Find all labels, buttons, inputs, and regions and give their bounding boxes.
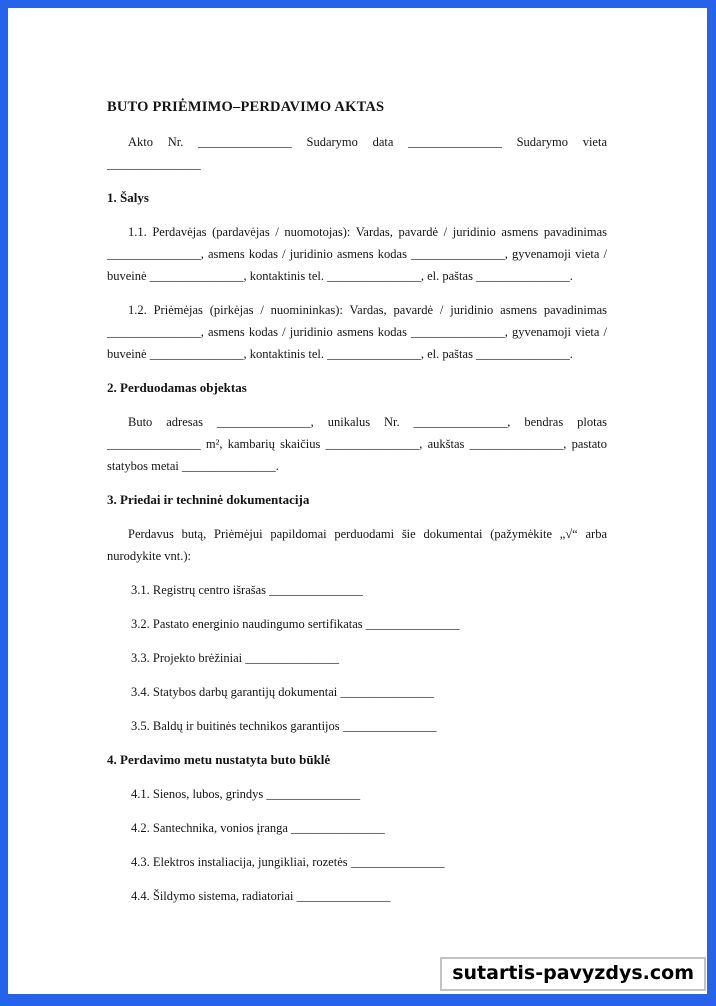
document-item-registry-extract: 3.1. Registrų centro išrašas _______________	[131, 583, 363, 597]
section-heading-transferred-object: 2. Perduodamas objektas	[107, 380, 247, 395]
watermark-label: sutartis-pavyzdys.com	[452, 962, 694, 984]
document-item-energy-certificate: 3.2. Pastato energinio naudingumo sertifikatas _______________	[131, 617, 460, 631]
condition-item-electrical-switches-sockets: 4.3. Elektros instaliacija, jungikliai, rozetės _______________	[131, 855, 445, 869]
documents-intro-paragraph: Perdavus butą, Priėmėjui papildomai perduodami šie dokumentai (pažymėkite „√“ arba nurodykite vnt.):	[107, 527, 607, 563]
object-details-paragraph: Buto adresas _______________, unikalus Nr. _______________, bendras plotas _______________ m², kambarių skaičius _______________, aukštas _______________, pastato statybos metai _______________.	[107, 415, 607, 473]
document-title: BUTO PRIĖMIMO–PERDAVIMO AKTAS	[107, 99, 385, 115]
condition-item-walls-ceilings-floors: 4.1. Sienos, lubos, grindys _______________	[131, 787, 361, 801]
act-number-date-place-line: Akto Nr. _______________ Sudarymo data _______________ Sudarymo vieta _______________	[107, 135, 607, 171]
watermark-badge	[440, 957, 706, 991]
document-item-construction-warranties: 3.4. Statybos darbų garantijų dokumentai _______________	[131, 685, 435, 699]
section-heading-annexes-documentation: 3. Priedai ir techninė dokumentacija	[107, 492, 310, 507]
document-item-furniture-appliance-warranties: 3.5. Baldų ir buitinės technikos garantijos _______________	[131, 719, 437, 733]
party-receiver-paragraph: 1.2. Priėmėjas (pirkėjas / nuomininkas): Vardas, pavardė / juridinio asmens pavadinimas _______________, asmens kodas / juridinio asmens kodas _______________, gyvenamoji vieta / buveinė _______________, kontaktinis tel. _______________, el. paštas _______________.	[107, 303, 607, 361]
condition-item-plumbing-bathroom: 4.2. Santechnika, vonios įranga _______________	[131, 821, 385, 835]
section-heading-apartment-condition: 4. Perdavimo metu nustatyta buto būklė	[107, 752, 331, 767]
document-page	[8, 8, 707, 994]
document-item-project-drawings: 3.3. Projekto brėžiniai _______________	[131, 651, 339, 665]
party-transferor-paragraph: 1.1. Perdavėjas (pardavėjas / nuomotojas): Vardas, pavardė / juridinio asmens pavadinimas _______________, asmens kodas / juridinio asmens kodas _______________, gyvenamoji vieta / buveinė _______________, kontaktinis tel. _______________, el. paštas _______________.	[107, 225, 607, 283]
condition-item-heating-radiators: 4.4. Šildymo sistema, radiatoriai _______________	[131, 889, 391, 903]
section-heading-parties: 1. Šalys	[107, 190, 149, 205]
